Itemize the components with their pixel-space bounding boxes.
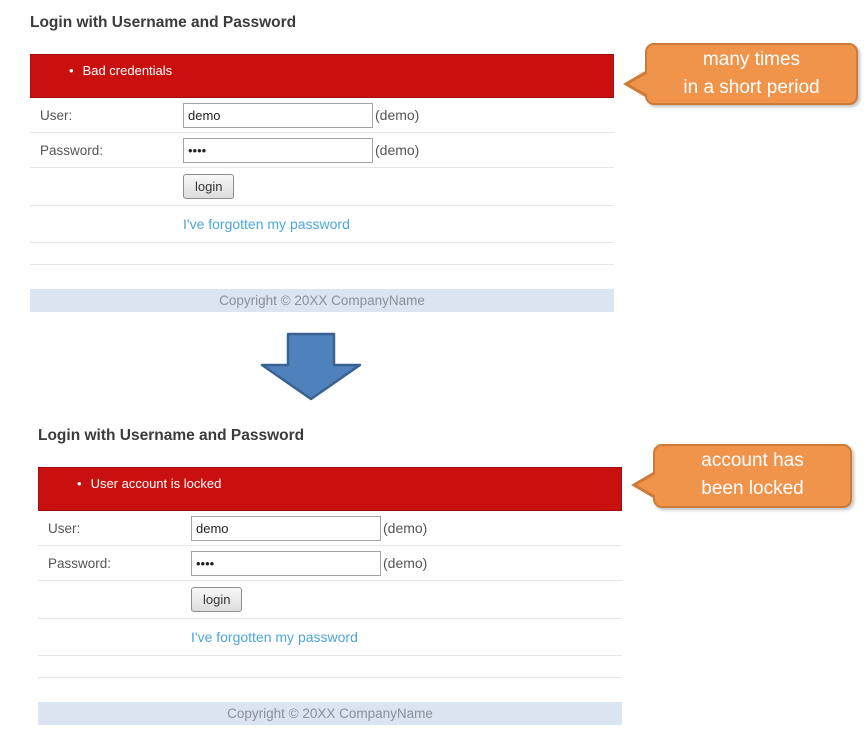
forgot-password-row <box>38 619 622 656</box>
user-hint: (demo) <box>383 520 428 536</box>
login-button-row <box>38 581 622 619</box>
login-form-account-locked <box>38 427 622 725</box>
forgot-password-link[interactable]: I've forgotten my password <box>191 629 358 645</box>
error-bullet: • <box>77 476 82 491</box>
down-arrow-icon <box>258 332 364 402</box>
forgot-password-link[interactable]: I've forgotten my password <box>183 216 350 232</box>
callout-line: account has <box>701 450 804 471</box>
empty-row <box>38 656 622 678</box>
error-message: User account is locked <box>90 476 222 491</box>
password-input[interactable] <box>191 551 381 576</box>
password-row <box>30 133 614 168</box>
password-label: Password: <box>40 142 104 158</box>
callout-account-locked <box>653 444 852 508</box>
forgot-password-row <box>30 206 614 243</box>
copyright-footer: Copyright © 20XX CompanyName <box>38 702 622 725</box>
password-hint: (demo) <box>383 555 428 571</box>
user-input[interactable] <box>183 103 373 128</box>
user-label: User: <box>40 107 73 123</box>
password-row <box>38 546 622 581</box>
login-form-rows <box>38 511 622 678</box>
user-hint: (demo) <box>375 107 420 123</box>
error-message: Bad credentials <box>82 63 173 78</box>
login-form-bad-credentials <box>30 14 614 312</box>
error-bullet: • <box>69 63 74 78</box>
callout-line: in a short period <box>683 77 820 98</box>
password-hint: (demo) <box>375 142 420 158</box>
login-button[interactable]: login <box>183 174 234 199</box>
copyright-footer: Copyright © 20XX CompanyName <box>30 289 614 312</box>
user-input[interactable] <box>191 516 381 541</box>
login-button-row <box>30 168 614 206</box>
error-banner <box>38 467 622 511</box>
user-row <box>30 98 614 133</box>
user-row <box>38 511 622 546</box>
page-title: Login with Username and Password <box>38 427 305 444</box>
page-title: Login with Username and Password <box>30 14 297 31</box>
callout-line: many times <box>702 49 801 70</box>
callout-line: been locked <box>701 478 804 499</box>
login-form-rows <box>30 98 614 265</box>
empty-row <box>30 243 614 265</box>
error-banner <box>30 54 614 98</box>
callout-many-times <box>645 43 858 105</box>
login-button[interactable]: login <box>191 587 242 612</box>
password-label: Password: <box>48 555 112 571</box>
password-input[interactable] <box>183 138 373 163</box>
user-label: User: <box>48 520 81 536</box>
